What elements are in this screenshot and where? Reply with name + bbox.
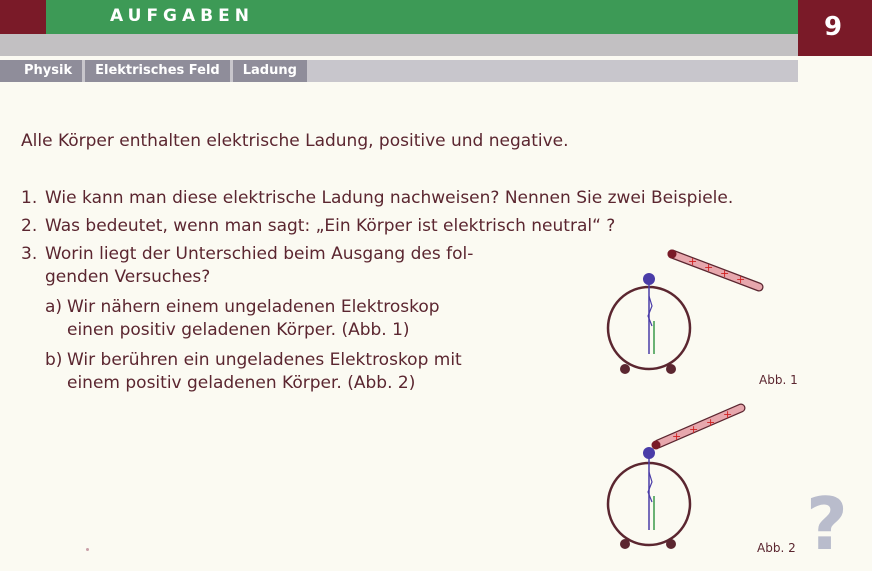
figure-electroscope-1: [596, 246, 796, 376]
question-text: Worin liegt der Unterschied beim Ausgang des fol-: [45, 244, 474, 264]
tag-ladung: Ladung: [233, 60, 307, 82]
header-stripe: [0, 34, 798, 56]
tag-physik: Physik: [0, 60, 82, 82]
question-number: 3.: [21, 244, 38, 264]
tag-elektrisches-feld: Elektrisches Feld: [85, 60, 230, 82]
subquestion-text: Wir berühren ein ungeladenes Elektroskop mit: [67, 350, 462, 370]
question-number: 1.: [21, 188, 38, 208]
plus-sign: +: [736, 273, 746, 286]
plus-sign: +: [723, 408, 733, 421]
question-text: Was bedeutet, wenn man sagt: „Ein Körper ist elektrisch neutral“ ?: [45, 216, 616, 236]
question-number: 2.: [21, 216, 38, 236]
tags-bar: [0, 60, 798, 82]
plus-sign: +: [704, 261, 714, 274]
caption-abb-2: Abb. 2: [757, 541, 796, 555]
plus-sign: +: [689, 423, 699, 436]
charged-rod: [668, 250, 760, 288]
intro-text: Alle Körper enthalten elektrische Ladung, positive und negative.: [21, 131, 569, 151]
plus-sign: +: [706, 416, 716, 429]
paper-speck: [86, 548, 89, 551]
plus-sign: +: [688, 255, 698, 268]
question-mark-icon: ?: [806, 482, 848, 566]
electroscope: [608, 273, 690, 374]
plus-sign: +: [672, 430, 682, 443]
question-text: genden Versuches?: [45, 267, 211, 287]
header-left-block: [0, 0, 46, 34]
electroscope: [608, 447, 690, 549]
header-title: AUFGABEN: [110, 6, 254, 26]
figure-electroscope-2: [596, 396, 796, 556]
caption-abb-1: Abb. 1: [759, 373, 798, 387]
plus-sign: +: [720, 267, 730, 280]
subquestion-text: Wir nähern einem ungeladenen Elektroskop: [67, 297, 440, 317]
subquestion-text: einen positiv geladenen Körper. (Abb. 1): [67, 320, 410, 340]
question-text: Wie kann man diese elektrische Ladung nachweisen? Nennen Sie zwei Beispiele.: [45, 188, 734, 208]
subquestion-label: b): [45, 350, 63, 370]
charged-rod: [652, 408, 742, 450]
subquestion-label: a): [45, 297, 63, 317]
card-number: 9: [824, 12, 843, 42]
subquestion-text: einem positiv geladenen Körper. (Abb. 2): [67, 373, 416, 393]
